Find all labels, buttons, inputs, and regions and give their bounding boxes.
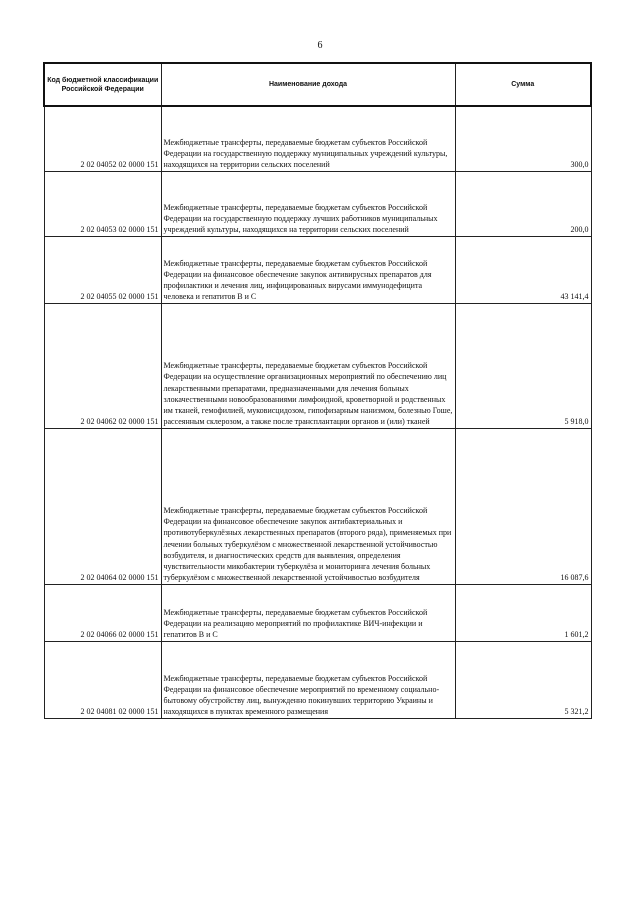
row-name: Межбюджетные трансферты, передаваемые бюджетам субъектов Российской Федерации на государственную поддержку лучших работников муниципальных учреждений культуры, находящихся на территории сельских поселений (161, 171, 455, 236)
row-code: 2 02 04081 02 0000 151 (44, 641, 161, 718)
row-name: Межбюджетные трансферты, передаваемые бюджетам субъектов Российской Федерации на реализацию мероприятий по профилактике ВИЧ-инфекции и гепатитов B и C (161, 584, 455, 641)
budget-income-table (43, 62, 592, 719)
row-sum: 200,0 (455, 171, 591, 236)
table-row (44, 303, 591, 428)
table-row (44, 171, 591, 236)
row-name: Межбюджетные трансферты, передаваемые бюджетам субъектов Российской Федерации на финансовое обеспечение закупок антивирусных препаратов для профилактики и лечения лиц, инфицированных вирусами иммунодефицита человека и гепатитов B и C (161, 236, 455, 303)
row-code: 2 02 04066 02 0000 151 (44, 584, 161, 641)
row-name: Межбюджетные трансферты, передаваемые бюджетам субъектов Российской Федерации на государственную поддержку муниципальных учреждений культуры, находящихся на территории сельских поселений (161, 106, 455, 171)
row-sum: 1 601,2 (455, 584, 591, 641)
table-row (44, 428, 591, 584)
header-name: Наименование дохода (161, 63, 455, 106)
header-code: Код бюджетной классификации Российской Федерации (44, 63, 161, 106)
table-row (44, 584, 591, 641)
header-sum: Сумма (455, 63, 591, 106)
row-sum: 5 321,2 (455, 641, 591, 718)
row-code: 2 02 04052 02 0000 151 (44, 106, 161, 171)
table-row (44, 106, 591, 171)
row-code: 2 02 04055 02 0000 151 (44, 236, 161, 303)
row-sum: 43 141,4 (455, 236, 591, 303)
row-sum: 300,0 (455, 106, 591, 171)
table-row (44, 641, 591, 718)
row-code: 2 02 04062 02 0000 151 (44, 303, 161, 428)
table-header-row (44, 63, 591, 106)
row-code: 2 02 04064 02 0000 151 (44, 428, 161, 584)
row-sum: 5 918,0 (455, 303, 591, 428)
row-name: Межбюджетные трансферты, передаваемые бюджетам субъектов Российской Федерации на финансовое обеспечение закупок антибактериальных и противотуберкулёзных лекарственных препаратов (второго ряда), применяемых при лечении больных туберкулёзом с множественной лекарственной устойчивостью возбудителя, и диагностических средств для выявления, определения чувствительности микобактерии туберкулёза и мониторинга лечения больных туберкулёзом с множественной лекарственной устойчивостью возбудителя (161, 428, 455, 584)
row-name: Межбюджетные трансферты, передаваемые бюджетам субъектов Российской Федерации на осуществление организационных мероприятий по обеспечению лиц лекарственными препаратами, предназначенными для лечения больных злокачественными новообразованиями лимфоидной, кроветворной и родственных им тканей, гемофилией, муковисцидозом, гипофизарным нанизмом, болезнью Гоше, рассеянным склерозом, а также после трансплантации органов и (или) тканей (161, 303, 455, 428)
row-sum: 16 087,6 (455, 428, 591, 584)
page-number: 6 (317, 40, 323, 51)
row-name: Межбюджетные трансферты, передаваемые бюджетам субъектов Российской Федерации на финансовое обеспечение мероприятий по временному социально-бытовому обустройству лиц, вынужденно покинувших территорию Украины и находящихся в пунктах временного размещения (161, 641, 455, 718)
row-code: 2 02 04053 02 0000 151 (44, 171, 161, 236)
table-row (44, 236, 591, 303)
